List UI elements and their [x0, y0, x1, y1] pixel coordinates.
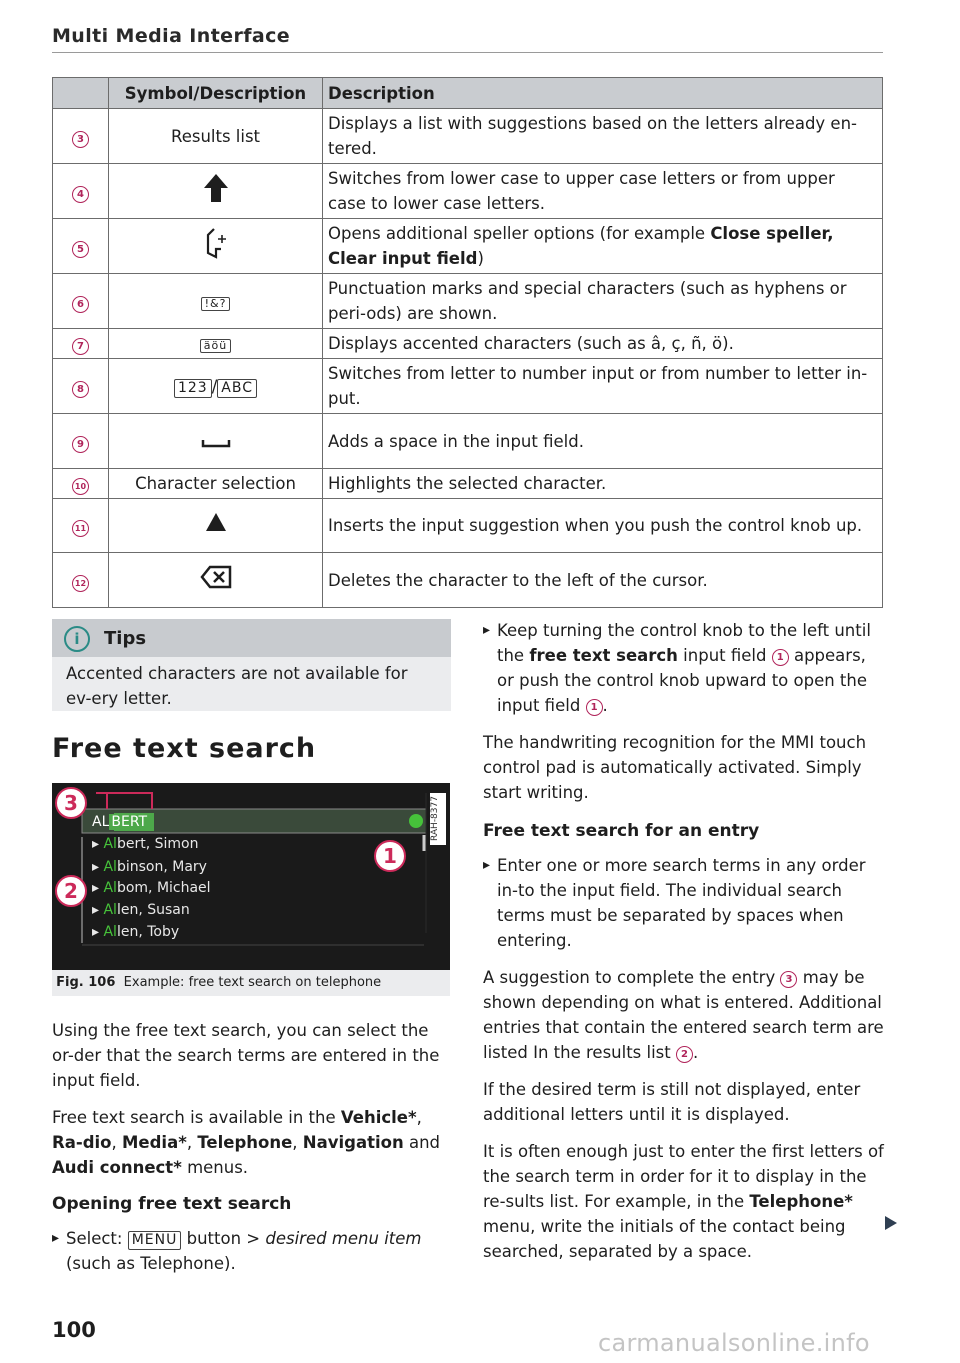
row-description: Deletes the character to the left of the cursor. [323, 553, 883, 608]
table-row [53, 469, 883, 499]
table-row [53, 164, 883, 219]
ref-callout: 1 [586, 699, 603, 716]
symbol-label: Results list [109, 109, 323, 164]
ref-callout: 2 [676, 1046, 693, 1063]
tips-title: Tips [104, 628, 147, 649]
result-item: ▸ Albom, Michael [92, 880, 211, 896]
menu-key: MENU [128, 1231, 182, 1250]
shift-arrow-icon [203, 173, 229, 203]
section-title: Free text search [52, 733, 317, 764]
result-item: ▸ Allen, Toby [92, 924, 180, 940]
paragraph: It is often enough just to enter the first letters of the search term in order for it to display in the re-sults list. For example, in the Telephone* menu, write the initials of the contact being searched, separated by a space. [483, 1142, 884, 1261]
callout-3: 3 [55, 787, 87, 819]
page-header-title: Multi Media Interface [52, 25, 291, 47]
paragraph: Free text search is available in the Vehicle*, Ra-dio, Media*, Telephone, Navigation and Audi connect* menus. [52, 1108, 441, 1177]
row-number: 4 [72, 186, 89, 203]
table-row [53, 274, 883, 329]
col-header-symbol: Symbol/Description [109, 78, 323, 109]
figure-caption: Fig. 106 Example: free text search on telephone [52, 970, 450, 996]
bullet-item: ▸ Select: MENU button > desired menu item (such as Telephone). [52, 1226, 454, 1276]
row-description: Displays a list with suggestions based on the letters already en-tered. [323, 109, 883, 164]
row-description: Inserts the input suggestion when you push the control knob up. [323, 499, 883, 553]
result-item: ▸ Allen, Susan [92, 902, 190, 918]
table-row: 8 123 / ABC Switches from letter to number input or from number to letter in-put. [53, 359, 883, 414]
figure-frame [52, 783, 450, 970]
row-description: Adds a space in the input field. [323, 414, 883, 469]
row-number: 3 [72, 131, 89, 148]
accented-key: äöü [200, 339, 231, 353]
paragraph: The handwriting recognition for the MMI touch control pad is automatically activated. Simply start writing. [483, 733, 867, 802]
number-key: 123 [174, 379, 212, 398]
tips-body [52, 657, 451, 711]
row-number: 9 [72, 436, 89, 453]
result-item: ▸ Albert, Simon [92, 836, 199, 852]
row-number: 5 [72, 241, 89, 258]
paragraph: Using the free text search, you can select the or-der that the search terms are entered in the input field. [52, 1021, 440, 1090]
tips-text: Accented characters are not available for ev-ery letter. [66, 664, 408, 708]
symbol-table [52, 77, 883, 608]
tips-header [52, 619, 451, 657]
table-row [53, 499, 883, 553]
row-number: 7 [72, 338, 89, 355]
row-description: Highlights the selected character. [323, 469, 883, 499]
figure-input-field: AL BERT [92, 814, 148, 830]
table-row [53, 329, 883, 359]
watermark-text: carmanualsonline.info [598, 1329, 870, 1357]
callout-1: 1 [374, 840, 406, 872]
punctuation-key: !&? [201, 297, 231, 311]
page-number: 100 [52, 1318, 96, 1342]
paragraph: If the desired term is still not displayed, enter additional letters until it is displayed. [483, 1080, 861, 1124]
bullet-item: ▸ Keep turning the control knob to the left until the free text search input field 1 appears, or push the control knob upward to open the input field 1 . [483, 618, 885, 718]
ref-callout: 1 [772, 649, 789, 666]
table-row [53, 414, 883, 469]
letter-key: ABC [217, 379, 257, 398]
result-item: ▸ Albinson, Mary [92, 859, 207, 875]
table-row [53, 553, 883, 608]
header-rule [52, 52, 883, 53]
col-header-description: Description [323, 78, 883, 109]
subheading: Free text search for an entry [483, 821, 760, 841]
speller-options-icon [205, 227, 227, 259]
bullet-item: ▸ Enter one or more search terms in any order in-to the input field. The individual search terms must be separated by spaces when entering. [483, 853, 885, 953]
row-number: 10 [72, 478, 89, 495]
row-number: 6 [72, 296, 89, 313]
right-column [483, 618, 885, 1264]
table-corner-cell [53, 78, 109, 109]
backspace-icon [200, 565, 232, 589]
figure-screen [52, 783, 450, 970]
callout-2: 2 [55, 875, 87, 907]
info-icon: i [64, 626, 90, 652]
row-description: Displays accented characters (such as â, ç, ñ, ö). [323, 329, 883, 359]
table-row [53, 219, 883, 274]
paragraph: A suggestion to complete the entry 3 may be shown depending on what is entered. Additional entries that contain the entered search term are listed In the results list 2 . [483, 968, 884, 1062]
row-description: Punctuation marks and special characters (such as hyphens or peri-ods) are shown. [323, 274, 883, 329]
up-triangle-icon [205, 512, 227, 532]
row-description: Opens additional speller options (for example Close speller, Clear input field) [323, 219, 883, 274]
row-description: Switches from letter to number input or from number to letter in-put. [323, 359, 883, 414]
continue-arrow-icon [885, 1216, 897, 1230]
row-number: 11 [72, 520, 89, 537]
ref-callout: 3 [780, 971, 797, 988]
symbol-label: Character selection [109, 469, 323, 499]
row-number: 12 [72, 575, 89, 592]
figure-id-label: RAH-8377 [430, 793, 446, 845]
left-column [52, 1018, 454, 1276]
row-description: Switches from lower case to upper case letters or from upper case to lower case letters. [323, 164, 883, 219]
space-bar-icon [201, 426, 231, 450]
row-number: 8 [72, 381, 89, 398]
table-row [53, 109, 883, 164]
subheading: Opening free text search [52, 1194, 292, 1214]
